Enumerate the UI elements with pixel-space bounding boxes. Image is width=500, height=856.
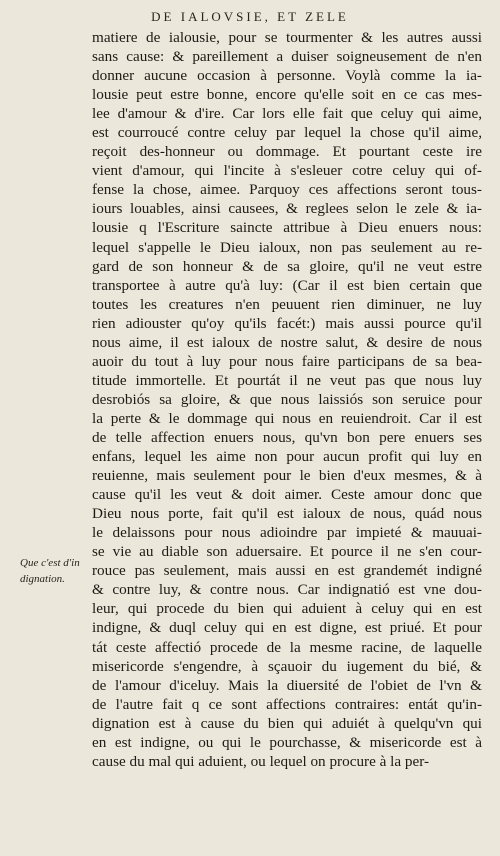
text-line: gard de son honneur & de sa gloire, qu'il ne veut estre — [92, 257, 482, 275]
text-line: cause du mal qui aduient, ou lequel on procure à la per- — [92, 752, 430, 770]
marginal-note-line: Que c'est d'in — [20, 557, 80, 569]
text-line: se vie au diable son aduersaire. Et pource il ne s'en cour- — [92, 543, 482, 561]
text-line: le delaissons pour nous adioindre par impieté & mauuai- — [92, 524, 482, 542]
text-line: reçoit des-honneur ou dommage. Et pourtant ceste ire — [92, 143, 482, 161]
text-line: auoir du tout à luy pour nous faire participans de sa bea- — [92, 352, 482, 370]
text-line: transportee à autre qu'à luy: (Car il est bien certain que — [92, 276, 482, 294]
text-line: titude immortelle. Et pourtát il ne veut pas que nous luy — [92, 371, 482, 389]
text-line: tát ceste affectió procede de la mesme racine, de laquelle — [92, 638, 482, 656]
text-line: iours louables, ainsi causees, & reglees selon le zele & ia- — [92, 200, 482, 218]
body-text — [92, 28, 482, 771]
marginal-note-line: dignation. — [20, 573, 65, 585]
text-line: dignation est à cause du bien qui aduiét à quelqu'vn qui — [92, 714, 482, 732]
text-line: lousie peut estre bonne, encore qu'elle soit en ce cas mes- — [92, 86, 482, 104]
text-line: matiere de ialousie, pour se tourmenter & les autres aussi — [92, 29, 482, 46]
text-line: de l'autre fait q ce sont affections contraires: entát qu'in- — [92, 695, 482, 713]
text-line: toutes les creatures n'en peuuent rien diminuer, ne luy — [92, 295, 482, 313]
text-line: lousie q l'Escriture saincte attribue à Dieu enuers nous: — [92, 219, 482, 237]
text-line: indigne, & duql celuy qui en est digne, est priué. Et pour — [92, 619, 482, 637]
text-line: & contre luy, & contre nous. Car indignatió est vne dou- — [92, 581, 482, 599]
running-head: DE IALOVSIE, ET ZELE — [151, 9, 349, 24]
text-line: cause qu'il les veut & doit aimer. Ceste amour donc que — [92, 486, 482, 504]
text-line: est courroucé contre celuy par lequel la chose qu'il aime, — [92, 124, 482, 142]
text-line: rouce pas seulement, mais aussi en est grandemét indigné — [92, 562, 482, 580]
text-line: enfans, lequel les aime non pour aucun profit qui luy en — [92, 448, 482, 466]
text-line: donner aucune occasion à personne. Voylà comme la ia- — [92, 67, 482, 85]
text-line: sans cause: & pareillement a duiser soigneusement de n'en — [92, 48, 482, 66]
text-line: Dieu nous porte, fait qu'il est ialoux de nous, quád nous — [92, 505, 482, 523]
text-line: fense la chose, aimee. Parquoy ces affections seront tous- — [92, 181, 482, 199]
text-line: de l'amour d'iceluy. Mais la diuersité de l'obiet de l'vn & — [92, 676, 482, 694]
text-line: la perte & le dommage qui nous en reuiendroit. Car il est — [92, 409, 482, 427]
text-line: vient d'amour, qui l'incite à s'esleuer cotre celuy qui of- — [92, 162, 482, 180]
text-line: de telle affection enuers nous, qu'vn bon pere enuers ses — [92, 428, 482, 446]
text-line: rien adiouster qu'oy qu'ils facét:) mais aussi pource qu'il — [92, 314, 482, 332]
text-line: leur, qui procede du bien qui aduient à celuy qui en est — [92, 600, 482, 618]
text-line: reuienne, mais seulement pour le bien d'eux mesmes, & à — [92, 467, 482, 485]
text-line: nous aime, il est ialoux de nostre salut, & desire de nous — [92, 333, 482, 351]
text-line: en est indigne, ou qui le pourchasse, & misericorde est à — [92, 733, 482, 751]
marginal-note — [20, 555, 98, 587]
text-line: lee d'amour & d'ire. Car lors elle fait que celuy qui aime, — [92, 105, 482, 123]
text-line: misericorde s'engendre, à sçauoir du iugement du bié, & — [92, 657, 482, 675]
text-line: lequel s'appelle le Dieu ialoux, non pas seulement au re- — [92, 238, 482, 256]
text-line: desrobiós sa gloire, & que nous laissiós son seruice pour — [92, 390, 482, 408]
